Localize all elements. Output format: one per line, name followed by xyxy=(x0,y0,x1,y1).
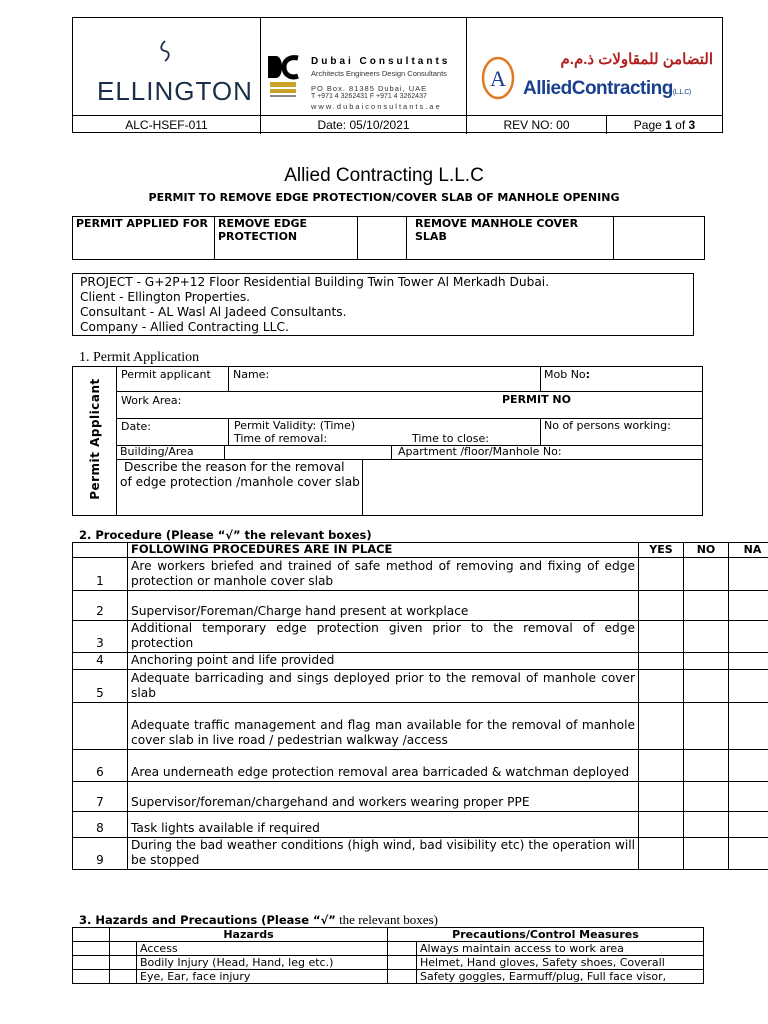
permit-title: PERMIT TO REMOVE EDGE PROTECTION/COVER SLAB OF MANHOLE OPENING xyxy=(148,191,620,204)
validity-label: Permit Validity: (Time) xyxy=(234,419,356,432)
permit-option-edge-label: REMOVE EDGE PROTECTION xyxy=(215,217,358,260)
allied-arabic-name: التضامن للمقاولات ذ.م.م xyxy=(560,51,713,68)
permit-option-manhole-label: REMOVE MANHOLE COVER SLAB xyxy=(407,217,614,260)
mob-label: Mob No: xyxy=(544,368,591,381)
date-label: Date: xyxy=(121,420,151,433)
ellington-logo-cell xyxy=(73,18,261,115)
company-line: Company - Allied Contracting LLC. xyxy=(80,320,289,334)
precaution-text: Safety goggles, Earmuff/plug, Full face visor, xyxy=(417,970,704,984)
hazard-blank-cell xyxy=(73,942,110,956)
procedure-yes-checkbox[interactable] xyxy=(639,750,684,782)
project-info-box xyxy=(72,273,694,336)
time-removal-label: Time of removal: xyxy=(234,432,328,445)
building-label: Building/Area xyxy=(120,445,194,458)
procedure-row xyxy=(73,558,768,591)
procedure-text: Anchoring point and life provided xyxy=(128,653,639,670)
procedure-num: 5 xyxy=(73,670,128,703)
dubai-consultants-logo-cell xyxy=(261,18,467,115)
procedure-na-checkbox[interactable] xyxy=(729,703,768,750)
procedure-na-checkbox[interactable] xyxy=(729,782,768,812)
procedure-yes-checkbox[interactable] xyxy=(639,782,684,812)
no-col-header: NO xyxy=(684,543,729,558)
doc-code: ALC-HSEF-011 xyxy=(73,116,261,134)
procedure-yes-checkbox[interactable] xyxy=(639,621,684,653)
procedure-row xyxy=(73,703,768,750)
procedure-text: Area underneath edge protection removal area barricaded & watchman deployed xyxy=(128,750,639,782)
procedure-text: Adequate barricading and sings deployed prior to the removal of manhole cover slab xyxy=(128,670,639,703)
procedure-num: 9 xyxy=(73,838,128,870)
project-line: PROJECT - G+2P+12 Floor Residential Building Twin Tower Al Merkadh Dubai. xyxy=(80,275,550,289)
procedure-no-checkbox[interactable] xyxy=(684,558,729,591)
procedure-row xyxy=(73,653,768,670)
procedure-no-checkbox[interactable] xyxy=(684,670,729,703)
procedure-num: 7 xyxy=(73,782,128,812)
procedure-yes-checkbox[interactable] xyxy=(639,653,684,670)
procedure-na-checkbox[interactable] xyxy=(729,558,768,591)
procedure-table xyxy=(72,542,768,870)
na-col-header: NA xyxy=(729,543,768,558)
dubai-consultants-logo-icon xyxy=(266,54,300,98)
permit-no-label: PERMIT NO xyxy=(502,393,571,406)
procedure-num-header xyxy=(73,543,128,558)
permit-applicant-label: Permit applicant xyxy=(121,368,211,381)
page-number: Page 1 of 3 xyxy=(633,118,696,132)
procedure-no-checkbox[interactable] xyxy=(684,653,729,670)
precaution-checkbox[interactable] xyxy=(388,970,417,984)
procedure-na-checkbox[interactable] xyxy=(729,838,768,870)
procedure-no-checkbox[interactable] xyxy=(684,812,729,838)
allied-logo-name: AlliedContracting(L.L.C) xyxy=(523,78,691,99)
header-info-row xyxy=(73,115,722,134)
procedure-row xyxy=(73,591,768,621)
document-header xyxy=(72,17,723,133)
procedure-text: Supervisor/Foreman/Charge hand present at workplace xyxy=(128,591,639,621)
procedure-row xyxy=(73,812,768,838)
procedure-yes-checkbox[interactable] xyxy=(639,591,684,621)
section1-heading: 1. Permit Application xyxy=(79,350,200,365)
permit-application-table xyxy=(72,366,703,516)
ellington-logo: ELLINGTON xyxy=(97,76,253,106)
procedure-yes-checkbox[interactable] xyxy=(639,670,684,703)
col-divider xyxy=(540,367,541,391)
hazard-blank-cell xyxy=(73,970,110,984)
col-divider xyxy=(228,367,229,391)
hazard-row xyxy=(73,956,704,970)
procedure-yes-checkbox[interactable] xyxy=(639,703,684,750)
time-close-label: Time to close: xyxy=(412,432,489,445)
col-divider xyxy=(391,445,392,459)
precaution-text: Always maintain access to work area xyxy=(417,942,704,956)
procedure-text: Are workers briefed and trained of safe method of removing and fixing of edge protection or manhole cover slab xyxy=(128,558,639,591)
col-divider xyxy=(362,459,363,515)
allied-logo-cell xyxy=(467,18,722,115)
row-divider xyxy=(116,391,702,392)
procedure-yes-checkbox[interactable] xyxy=(639,838,684,870)
hazard-checkbox[interactable] xyxy=(110,942,137,956)
procedure-na-checkbox[interactable] xyxy=(729,670,768,703)
precaution-checkbox[interactable] xyxy=(388,956,417,970)
procedure-yes-checkbox[interactable] xyxy=(639,812,684,838)
svg-text:A: A xyxy=(490,66,506,91)
precaution-checkbox[interactable] xyxy=(388,942,417,956)
permit-applicant-side-label: Permit Applicant xyxy=(88,378,102,500)
hazards-table xyxy=(72,927,704,984)
permit-applicant-side-cell xyxy=(73,367,117,515)
procedure-na-checkbox[interactable] xyxy=(729,750,768,782)
procedure-num xyxy=(73,703,128,750)
procedure-row xyxy=(73,838,768,870)
dc-address: PO Box. 81385 Dubai, UAE xyxy=(311,84,428,93)
hazards-col-header: Hazards xyxy=(110,928,388,942)
procedure-row xyxy=(73,670,768,703)
procedure-no-checkbox[interactable] xyxy=(684,750,729,782)
procedure-na-checkbox[interactable] xyxy=(729,621,768,653)
hazard-text: Eye, Ear, face injury xyxy=(137,970,388,984)
col-divider xyxy=(228,418,229,445)
reason-input[interactable] xyxy=(364,460,700,514)
procedure-no-checkbox[interactable] xyxy=(684,591,729,621)
name-label: Name: xyxy=(233,368,270,381)
consultant-line: Consultant - AL Wasl Al Jadeed Consultants. xyxy=(80,305,347,319)
col-divider xyxy=(224,445,225,459)
procedure-text: Adequate traffic management and flag man available for the removal of manhole cover slab in live road / pedestrian walkway /access xyxy=(128,703,639,750)
procedure-text: Supervisor/foreman/chargehand and workers wearing proper PPE xyxy=(128,782,639,812)
procedure-na-checkbox[interactable] xyxy=(729,812,768,838)
col-divider xyxy=(540,418,541,445)
procedure-yes-checkbox[interactable] xyxy=(639,558,684,591)
hazard-checkbox[interactable] xyxy=(110,970,137,984)
persons-label: No of persons working: xyxy=(544,419,671,432)
procedure-num: 6 xyxy=(73,750,128,782)
permit-for-table xyxy=(72,216,705,260)
dc-name: Dubai Consultants xyxy=(311,56,451,67)
allied-logo-icon xyxy=(481,56,515,100)
hazard-text: Access xyxy=(137,942,388,956)
company-title: Allied Contracting L.L.C xyxy=(284,165,484,186)
procedure-no-checkbox[interactable] xyxy=(684,838,729,870)
procedure-na-checkbox[interactable] xyxy=(729,591,768,621)
procedure-num: 2 xyxy=(73,591,128,621)
permit-option-manhole-checkbox[interactable] xyxy=(614,217,705,260)
client-line: Client - Ellington Properties. xyxy=(80,290,251,304)
hazard-row xyxy=(73,970,704,984)
dc-web: www.dubaiconsultants.ae xyxy=(311,102,442,111)
reason-label: Describe the reason for the removal of edge protection /manhole cover slab xyxy=(120,460,360,489)
doc-date: Date: 05/10/2021 xyxy=(261,116,467,134)
procedure-text: During the bad weather conditions (high wind, bad visibility etc) the operation will be stopped xyxy=(128,838,639,870)
procedure-row xyxy=(73,621,768,653)
hazard-blank-cell xyxy=(73,956,110,970)
apartment-label: Apartment /floor/Manhole No: xyxy=(398,445,562,458)
hazard-row xyxy=(73,942,704,956)
procedure-row xyxy=(73,782,768,812)
dc-phone: T +971 4 3262431 F +971 4 3262437 xyxy=(311,93,427,100)
ellington-leaf-icon xyxy=(158,40,172,62)
procedure-no-checkbox[interactable] xyxy=(684,703,729,750)
hazard-text: Bodily Injury (Head, Hand, leg etc.) xyxy=(137,956,388,970)
procedure-num: 4 xyxy=(73,653,128,670)
procedure-row xyxy=(73,750,768,782)
precaution-text: Helmet, Hand gloves, Safety shoes, Coverall xyxy=(417,956,704,970)
procedure-text: Task lights available if required xyxy=(128,812,639,838)
hazard-checkbox[interactable] xyxy=(110,956,137,970)
permit-option-edge-checkbox[interactable] xyxy=(358,217,407,260)
doc-rev: REV NO: 00 xyxy=(467,116,607,134)
precautions-col-header: Precautions/Control Measures xyxy=(388,928,704,942)
procedure-no-checkbox[interactable] xyxy=(684,782,729,812)
yes-col-header: YES xyxy=(639,543,684,558)
hazards-blank-header xyxy=(73,928,110,942)
dc-tagline: Architects Engineers Design Consultants xyxy=(311,69,447,78)
procedure-col-header: FOLLOWING PROCEDURES ARE IN PLACE xyxy=(128,543,639,558)
procedure-num: 1 xyxy=(73,558,128,591)
procedure-na-checkbox[interactable] xyxy=(729,653,768,670)
procedure-num: 8 xyxy=(73,812,128,838)
procedure-num: 3 xyxy=(73,621,128,653)
work-area-label: Work Area: xyxy=(121,394,182,407)
section2-heading: 2. Procedure (Please “√” the relevant boxes) xyxy=(79,528,372,542)
procedure-text: Additional temporary edge protection given prior to the removal of edge protection xyxy=(128,621,639,653)
procedure-no-checkbox[interactable] xyxy=(684,621,729,653)
permit-for-label: PERMIT APPLIED FOR xyxy=(73,217,215,260)
section3-heading: 3. Hazards and Precautions (Please “√” the relevant boxes) xyxy=(79,912,438,927)
